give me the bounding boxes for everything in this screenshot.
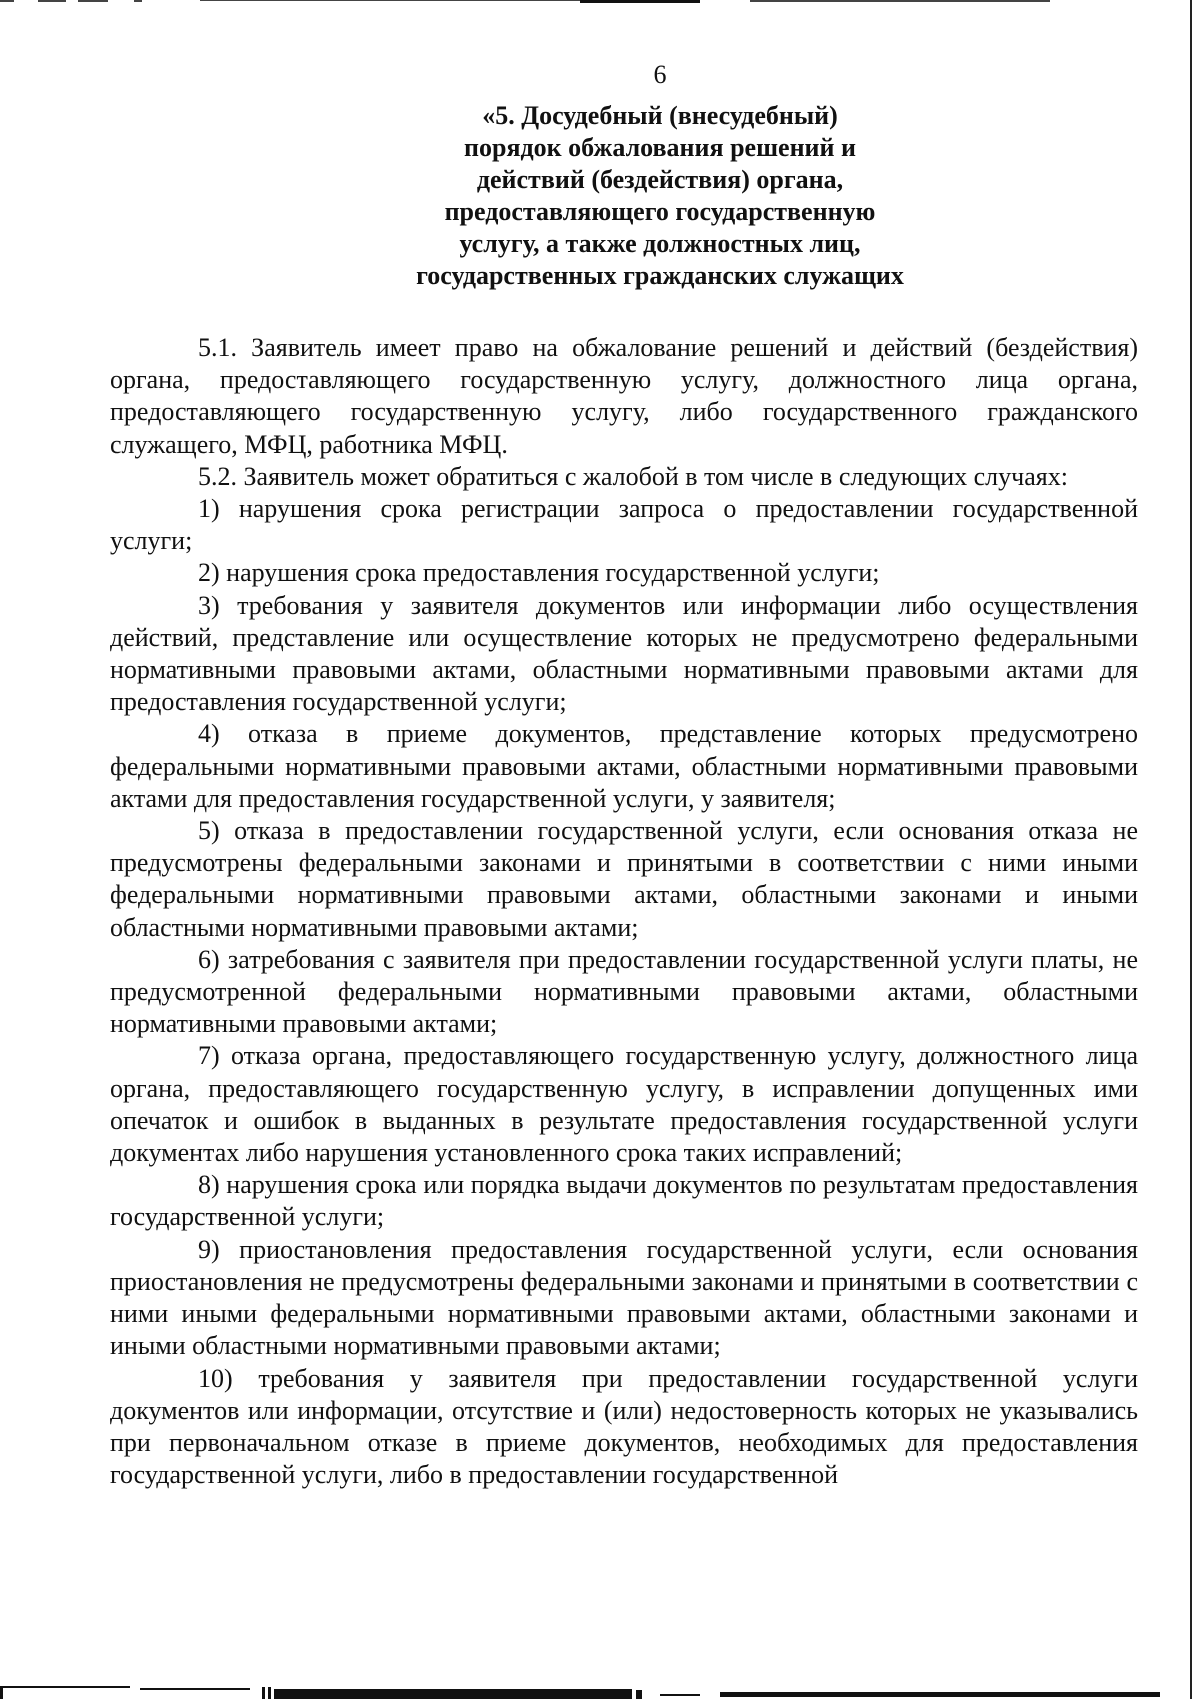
list-item-5: 5) отказа в предоставлении государственной услуги, если основания отказа не предусмотрены федеральными законами и принятыми в соответствии с ними иными федеральными нормативными правовыми актами, областными законами и иными областными нормативными правовыми актами;: [110, 816, 1138, 942]
page-right-border: [1190, 0, 1192, 1699]
list-item-9: 9) приостановления предоставления государственной услуги, если основания приостановления не предусмотрены федеральными законами и принятыми в соответствии с ними иными федеральными нормативными правовыми актами, областными законами и иными областными нормативными правовыми актами;: [110, 1234, 1138, 1361]
list-item-10: 10) требования у заявителя при предоставлении государственной услуги документов или информации, отсутствие и (или) недостоверность которых не указывались при первоначальном отказе в приеме документов, необходимых для предоставления государственной услуги, либо в предоставлении государственной: [110, 1363, 1138, 1490]
list-item-1: 1) нарушения срока регистрации запроса о предоставлении государственной услуги;: [110, 494, 1138, 556]
section-heading: [360, 100, 960, 292]
list-item-2: 2) нарушения срока предоставления государственной услуги;: [198, 558, 880, 588]
paragraph-5-2: 5.2. Заявитель может обратиться с жалобой в том числе в следующих случаях:: [198, 461, 1068, 491]
list-item-7: 7) отказа органа, предоставляющего государственную услугу, должностного лица органа, предоставляющего государственную услугу, в исправлении допущенных ими опечаток и ошибок в выданных в результате предоставления государственной услуги документах либо нарушения установленного срока таких исправлений;: [110, 1041, 1138, 1168]
heading-line: услугу, а также должностных лиц,: [459, 229, 861, 258]
list-item-4: 4) отказа в приеме документов, представление которых предусмотрено федеральными нормативными правовыми актами, областными нормативными правовыми актами для предоставления государственной услуги, у заявителя;: [110, 719, 1138, 813]
heading-line: действий (бездействия) органа,: [476, 165, 844, 194]
list-item-3: 3) требования у заявителя документов или информации либо осуществления действий, представление или осуществление которых не предусмотрено федеральными нормативными правовыми актами, областными нормативными правовыми актами для предоставления государственной услуги;: [110, 590, 1138, 717]
scan-edge-top: [0, 0, 1200, 6]
paragraph-5-1: 5.1. Заявитель имеет право на обжалование решений и действий (бездействия) органа, предоставляющего государственную услугу, должностного лица органа, предоставляющего государственную услугу, либо государственного гражданского служащего, МФЦ, работника МФЦ.: [110, 333, 1138, 459]
list-item-6: 6) затребования с заявителя при предоставлении государственной услуги платы, не предусмотренной федеральными нормативными правовыми актами, областными нормативными правовыми актами;: [110, 944, 1138, 1039]
heading-line: порядок обжалования решений и: [464, 133, 856, 162]
list-item-8: 8) нарушения срока или порядка выдачи документов по результатам предоставления государственной услуги;: [110, 1170, 1138, 1232]
page-number: 6: [653, 60, 667, 89]
heading-line: «5. Досудебный (внесудебный): [482, 101, 838, 130]
scan-edge-bottom: [0, 1684, 1200, 1699]
document-body: [110, 332, 1138, 1491]
heading-line: государственных гражданских служащих: [416, 261, 904, 290]
heading-line: предоставляющего государственную: [444, 197, 876, 226]
